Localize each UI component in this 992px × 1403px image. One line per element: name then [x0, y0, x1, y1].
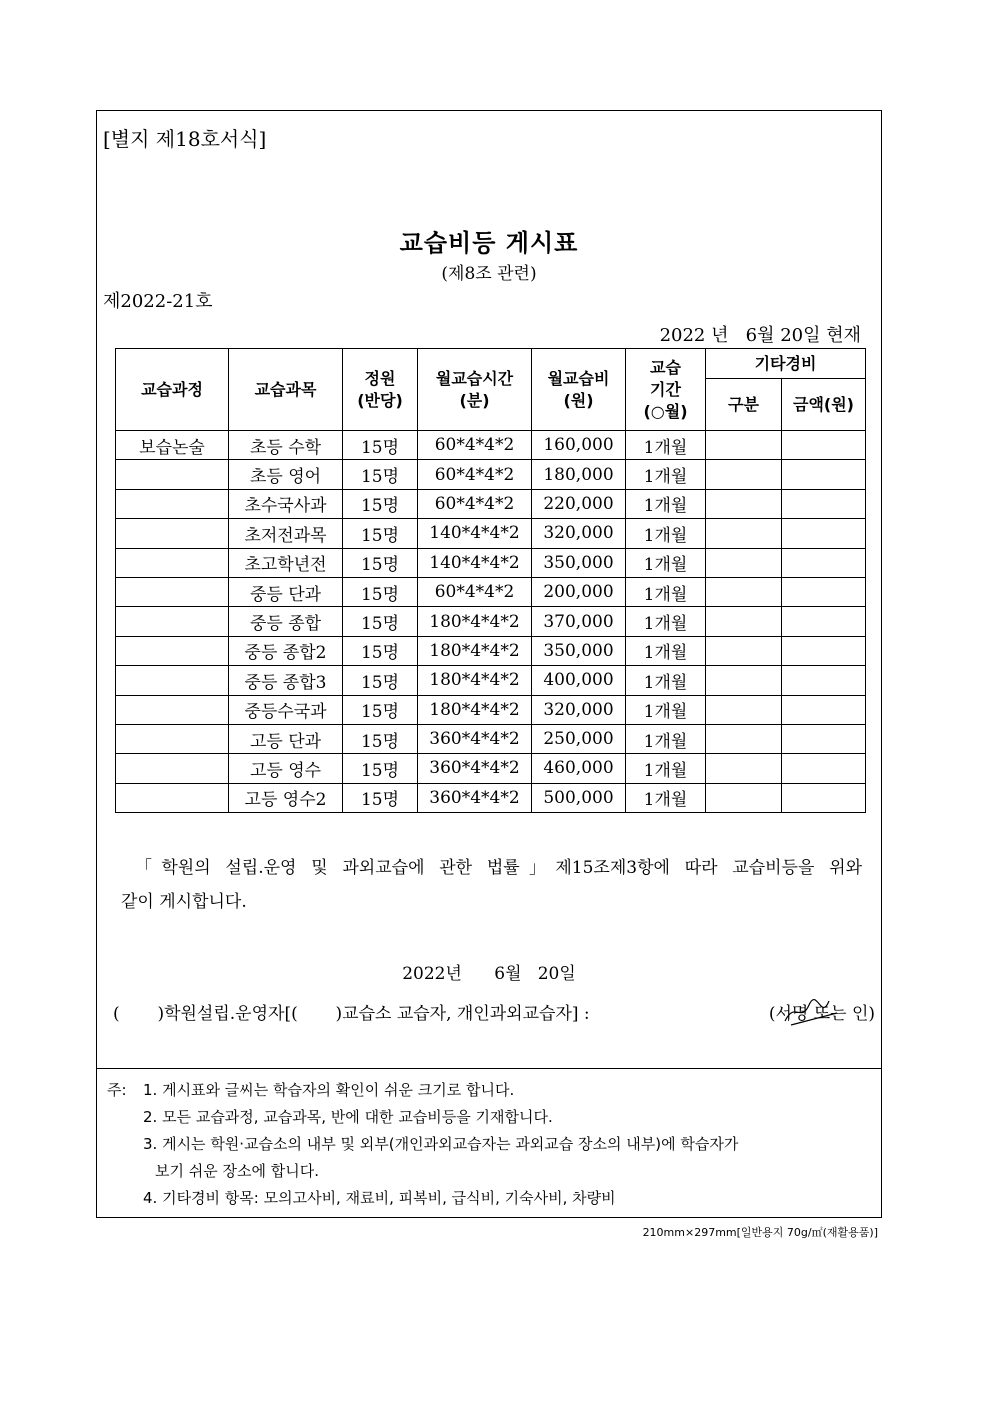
period-cell: 1개월: [626, 695, 706, 724]
course-cell: [116, 754, 229, 783]
subject-cell: 고등 영수2: [229, 783, 343, 812]
other-amount-cell: [782, 724, 866, 753]
fee-cell: 160,000: [532, 431, 626, 460]
course-cell: [116, 460, 229, 489]
fee-table-body: [116, 431, 866, 813]
other-amount-cell: [782, 577, 866, 606]
capacity-cell: 15명: [343, 548, 418, 577]
capacity-cell: 15명: [343, 783, 418, 812]
header-capacity: 정원 (반당): [343, 349, 418, 431]
subject-cell: 중등 종합: [229, 607, 343, 636]
subject-cell: 중등 단과: [229, 577, 343, 606]
capacity-cell: 15명: [343, 489, 418, 518]
fee-cell: 350,000: [532, 636, 626, 665]
subject-cell: 고등 단과: [229, 724, 343, 753]
other-amount-cell: [782, 636, 866, 665]
hours-cell: 360*4*4*2: [418, 724, 532, 753]
period-cell: 1개월: [626, 636, 706, 665]
fee-table: [115, 348, 866, 813]
other-amount-cell: [782, 666, 866, 695]
notes-label: 주:: [107, 1081, 127, 1099]
fee-cell: 460,000: [532, 754, 626, 783]
note-1: 1. 게시표와 글씨는 학습자의 확인이 쉬운 크기로 합니다.: [143, 1081, 515, 1099]
capacity-cell: 15명: [343, 460, 418, 489]
period-cell: 1개월: [626, 489, 706, 518]
subject-cell: 초등 수학: [229, 431, 343, 460]
subject-cell: 초저전과목: [229, 519, 343, 548]
fee-cell: 220,000: [532, 489, 626, 518]
other-type-cell: [706, 724, 782, 753]
fee-cell: 500,000: [532, 783, 626, 812]
period-cell: 1개월: [626, 724, 706, 753]
course-cell: [116, 636, 229, 665]
table-row: [116, 431, 866, 460]
course-cell: [116, 724, 229, 753]
other-amount-cell: [782, 607, 866, 636]
course-cell: [116, 489, 229, 518]
note-3-continued: 보기 쉬운 장소에 합니다.: [155, 1162, 319, 1180]
table-row: [116, 577, 866, 606]
table-row: [116, 519, 866, 548]
other-type-cell: [706, 666, 782, 695]
other-type-cell: [706, 431, 782, 460]
hours-cell: 360*4*4*2: [418, 754, 532, 783]
hours-cell: 60*4*4*2: [418, 431, 532, 460]
capacity-cell: 15명: [343, 754, 418, 783]
fee-cell: 320,000: [532, 519, 626, 548]
period-cell: 1개월: [626, 519, 706, 548]
subject-cell: 고등 영수: [229, 754, 343, 783]
course-cell: [116, 577, 229, 606]
table-row: [116, 548, 866, 577]
course-cell: 보습논술: [116, 431, 229, 460]
other-amount-cell: [782, 754, 866, 783]
other-amount-cell: [782, 431, 866, 460]
issue-date: 2022년 6월 20일: [402, 964, 576, 984]
hours-cell: 60*4*4*2: [418, 489, 532, 518]
hours-cell: 60*4*4*2: [418, 460, 532, 489]
period-cell: 1개월: [626, 460, 706, 489]
period-cell: 1개월: [626, 607, 706, 636]
table-row: [116, 489, 866, 518]
hours-cell: 60*4*4*2: [418, 577, 532, 606]
table-row: [116, 724, 866, 753]
header-other-expenses: 기타경비: [706, 349, 866, 379]
notes-divider: [97, 1068, 881, 1069]
other-type-cell: [706, 636, 782, 665]
fee-cell: 400,000: [532, 666, 626, 695]
other-amount-cell: [782, 695, 866, 724]
capacity-cell: 15명: [343, 577, 418, 606]
period-cell: 1개월: [626, 754, 706, 783]
form-frame: [96, 110, 882, 1218]
signature-label: (서명 또는 인): [768, 1004, 875, 1024]
subject-cell: 중등 종합3: [229, 666, 343, 695]
period-cell: 1개월: [626, 577, 706, 606]
header-monthly-hours: 월교습시간 (분): [418, 349, 532, 431]
subject-cell: 초고학년전: [229, 548, 343, 577]
other-type-cell: [706, 460, 782, 489]
notes: [107, 1077, 738, 1212]
header-subject: 교습과목: [229, 349, 343, 431]
fee-cell: 250,000: [532, 724, 626, 753]
course-cell: [116, 695, 229, 724]
subject-cell: 초등 영어: [229, 460, 343, 489]
subject-cell: 초수국사과: [229, 489, 343, 518]
statement-line-1: 「학원의 설립.운영 및 과외교습에 관한 법률」제15조제3항에 따라 교습비등을 위와: [135, 858, 862, 878]
period-cell: 1개월: [626, 548, 706, 577]
table-row: [116, 666, 866, 695]
header-other-type: 구분: [706, 379, 782, 431]
hours-cell: 140*4*4*2: [418, 519, 532, 548]
course-cell: [116, 666, 229, 695]
other-type-cell: [706, 695, 782, 724]
course-cell: [116, 783, 229, 812]
operator-line: ( )학원설립.운영자[( )교습소 교습자, 개인과외교습자] :: [113, 1004, 590, 1024]
capacity-cell: 15명: [343, 519, 418, 548]
document-number: 제2022-21호: [103, 291, 213, 312]
hours-cell: 180*4*4*2: [418, 607, 532, 636]
hours-cell: 180*4*4*2: [418, 666, 532, 695]
other-type-cell: [706, 489, 782, 518]
fee-cell: 350,000: [532, 548, 626, 577]
period-cell: 1개월: [626, 431, 706, 460]
other-type-cell: [706, 577, 782, 606]
fee-cell: 370,000: [532, 607, 626, 636]
subject-cell: 중등 종합2: [229, 636, 343, 665]
hours-cell: 180*4*4*2: [418, 695, 532, 724]
fee-cell: 200,000: [532, 577, 626, 606]
capacity-cell: 15명: [343, 666, 418, 695]
table-row: [116, 695, 866, 724]
course-cell: [116, 519, 229, 548]
period-cell: 1개월: [626, 783, 706, 812]
page-title: 교습비등 게시표: [399, 228, 579, 257]
capacity-cell: 15명: [343, 724, 418, 753]
capacity-cell: 15명: [343, 695, 418, 724]
hours-cell: 360*4*4*2: [418, 783, 532, 812]
as-of-date: 2022 년 6월 20일 현재: [659, 325, 861, 346]
table-row: [116, 636, 866, 665]
statement: [117, 851, 862, 919]
other-amount-cell: [782, 460, 866, 489]
header-monthly-fee: 월교습비 (원): [532, 349, 626, 431]
header-other-amount: 금액(원): [782, 379, 866, 431]
course-cell: [116, 548, 229, 577]
other-type-cell: [706, 607, 782, 636]
table-row: [116, 783, 866, 812]
note-2: 2. 모든 교습과정, 교습과목, 반에 대한 교습비등을 기재합니다.: [143, 1108, 553, 1126]
other-amount-cell: [782, 548, 866, 577]
other-amount-cell: [782, 783, 866, 812]
hours-cell: 180*4*4*2: [418, 636, 532, 665]
table-row: [116, 754, 866, 783]
statement-line-2: 같이 게시합니다.: [121, 892, 247, 912]
other-type-cell: [706, 519, 782, 548]
fee-cell: 320,000: [532, 695, 626, 724]
form-label: [별지 제18호서식]: [103, 127, 267, 151]
table-row: [116, 460, 866, 489]
note-4: 4. 기타경비 항목: 모의고사비, 재료비, 피복비, 급식비, 기숙사비, 차량비: [143, 1189, 616, 1207]
subject-cell: 중등수국과: [229, 695, 343, 724]
capacity-cell: 15명: [343, 636, 418, 665]
capacity-cell: 15명: [343, 431, 418, 460]
subtitle: (제8조 관련): [441, 264, 537, 284]
other-amount-cell: [782, 489, 866, 518]
paper-spec: 210mm×297mm[일반용지 70g/㎡(재활용품)]: [642, 1226, 878, 1239]
header-course: 교습과정: [116, 349, 229, 431]
period-cell: 1개월: [626, 666, 706, 695]
other-amount-cell: [782, 519, 866, 548]
note-3: 3. 게시는 학원·교습소의 내부 및 외부(개인과외교습자는 과외교습 장소의 내부)에 학습자가: [143, 1135, 739, 1153]
other-type-cell: [706, 783, 782, 812]
header-period: 교습 기간 (○월): [626, 349, 706, 431]
capacity-cell: 15명: [343, 607, 418, 636]
fee-cell: 180,000: [532, 460, 626, 489]
table-row: [116, 607, 866, 636]
other-type-cell: [706, 754, 782, 783]
signature-scribble: [781, 991, 841, 1031]
hours-cell: 140*4*4*2: [418, 548, 532, 577]
other-type-cell: [706, 548, 782, 577]
course-cell: [116, 607, 229, 636]
